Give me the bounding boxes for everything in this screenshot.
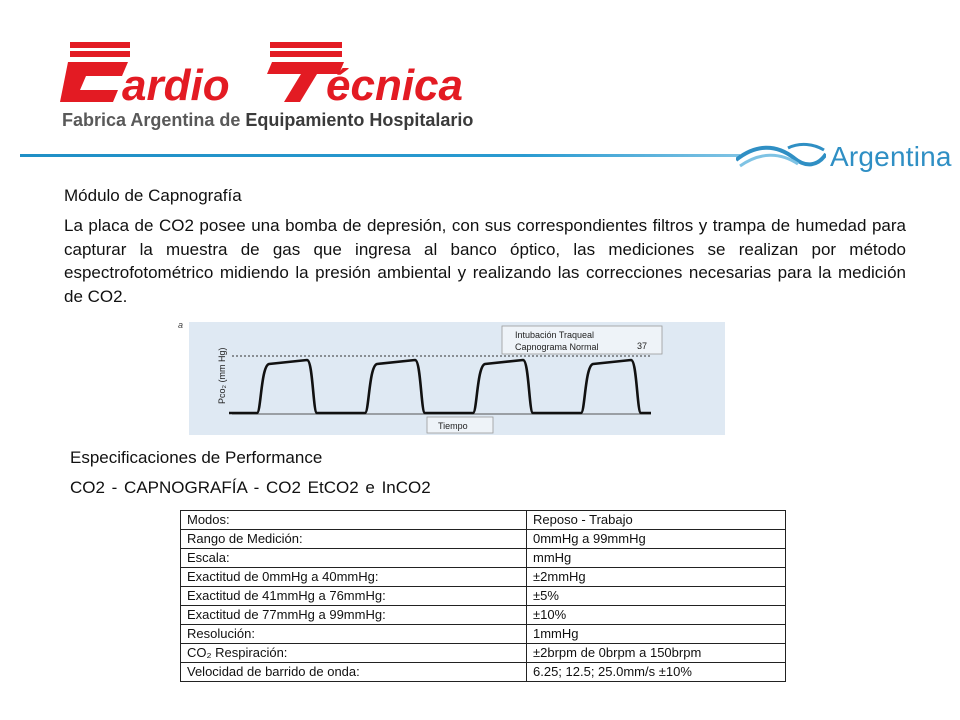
description-paragraph: La placa de CO2 posee una bomba de depresión, con sus correspondientes filtros y trampa de humedad para capturar la muestra de gas que ingresa al banco óptico, las mediciones se realizan por método espectrofotométrico midiendo la presión ambiental y realizando las correcciones necesarias para la medición de CO2. [64, 216, 906, 306]
spec-value: Reposo - Trabajo [527, 511, 786, 530]
table-row [181, 644, 786, 663]
spec-label: Resolución: [181, 625, 527, 644]
spec-label: CO₂ Respiración: [181, 644, 527, 663]
co2-title: CO2 - CAPNOGRAFÍA - CO2 EtCO2 e InCO2 [70, 478, 431, 497]
svg-text:ardio: ardio [122, 61, 230, 110]
spec-value: 0mmHg a 99mmHg [527, 530, 786, 549]
tagline-normal: Fabrica Argentina de [62, 110, 246, 130]
argentina-wave-icon [736, 140, 826, 174]
section-title: Módulo de Capnografía [64, 186, 242, 205]
spec-label: Escala: [181, 549, 527, 568]
specifications-table [180, 510, 786, 682]
spec-label: Rango de Medición: [181, 530, 527, 549]
svg-text:écnica: écnica [326, 61, 463, 110]
capnogram-chart [189, 322, 725, 435]
table-row [181, 606, 786, 625]
figure-panel-letter: a [178, 320, 184, 330]
spec-value: ±2mmHg [527, 568, 786, 587]
table-row [181, 549, 786, 568]
x-axis-label: Tiempo [438, 421, 468, 431]
capnogram-figure [189, 322, 725, 435]
table-row [181, 625, 786, 644]
table-row [181, 663, 786, 682]
spec-value: ±5% [527, 587, 786, 606]
header-divider [20, 154, 740, 157]
argentina-brand-text: Argentina [830, 141, 952, 172]
spec-value: mmHg [527, 549, 786, 568]
table-row [181, 511, 786, 530]
spec-value: 6.25; 12.5; 25.0mm/s ±10% [527, 663, 786, 682]
spec-label: Velocidad de barrido de onda: [181, 663, 527, 682]
legend-line2: Capnograma Normal [515, 342, 599, 352]
reference-value: 37 [637, 341, 648, 351]
spec-label: Exactitud de 77mmHg a 99mmHg: [181, 606, 527, 625]
spec-label: Exactitud de 0mmHg a 40mmHg: [181, 568, 527, 587]
capnogram-waveform [229, 360, 651, 413]
legend-line1: Intubación Traqueal [515, 330, 595, 340]
logo-tagline [62, 110, 473, 131]
table-row [181, 587, 786, 606]
spec-label: Exactitud de 41mmHg a 76mmHg: [181, 587, 527, 606]
spec-value: 1mmHg [527, 625, 786, 644]
y-axis-label: Pco₂ (mm Hg) [217, 347, 227, 404]
table-row [181, 530, 786, 549]
tagline-bold: Equipamiento Hospitalario [245, 110, 474, 130]
performance-title: Especificaciones de Performance [70, 448, 323, 467]
spec-value: ±10% [527, 606, 786, 625]
table-row [181, 568, 786, 587]
spec-label: Modos: [181, 511, 527, 530]
spec-value: ±2brpm de 0brpm a 150brpm [527, 644, 786, 663]
